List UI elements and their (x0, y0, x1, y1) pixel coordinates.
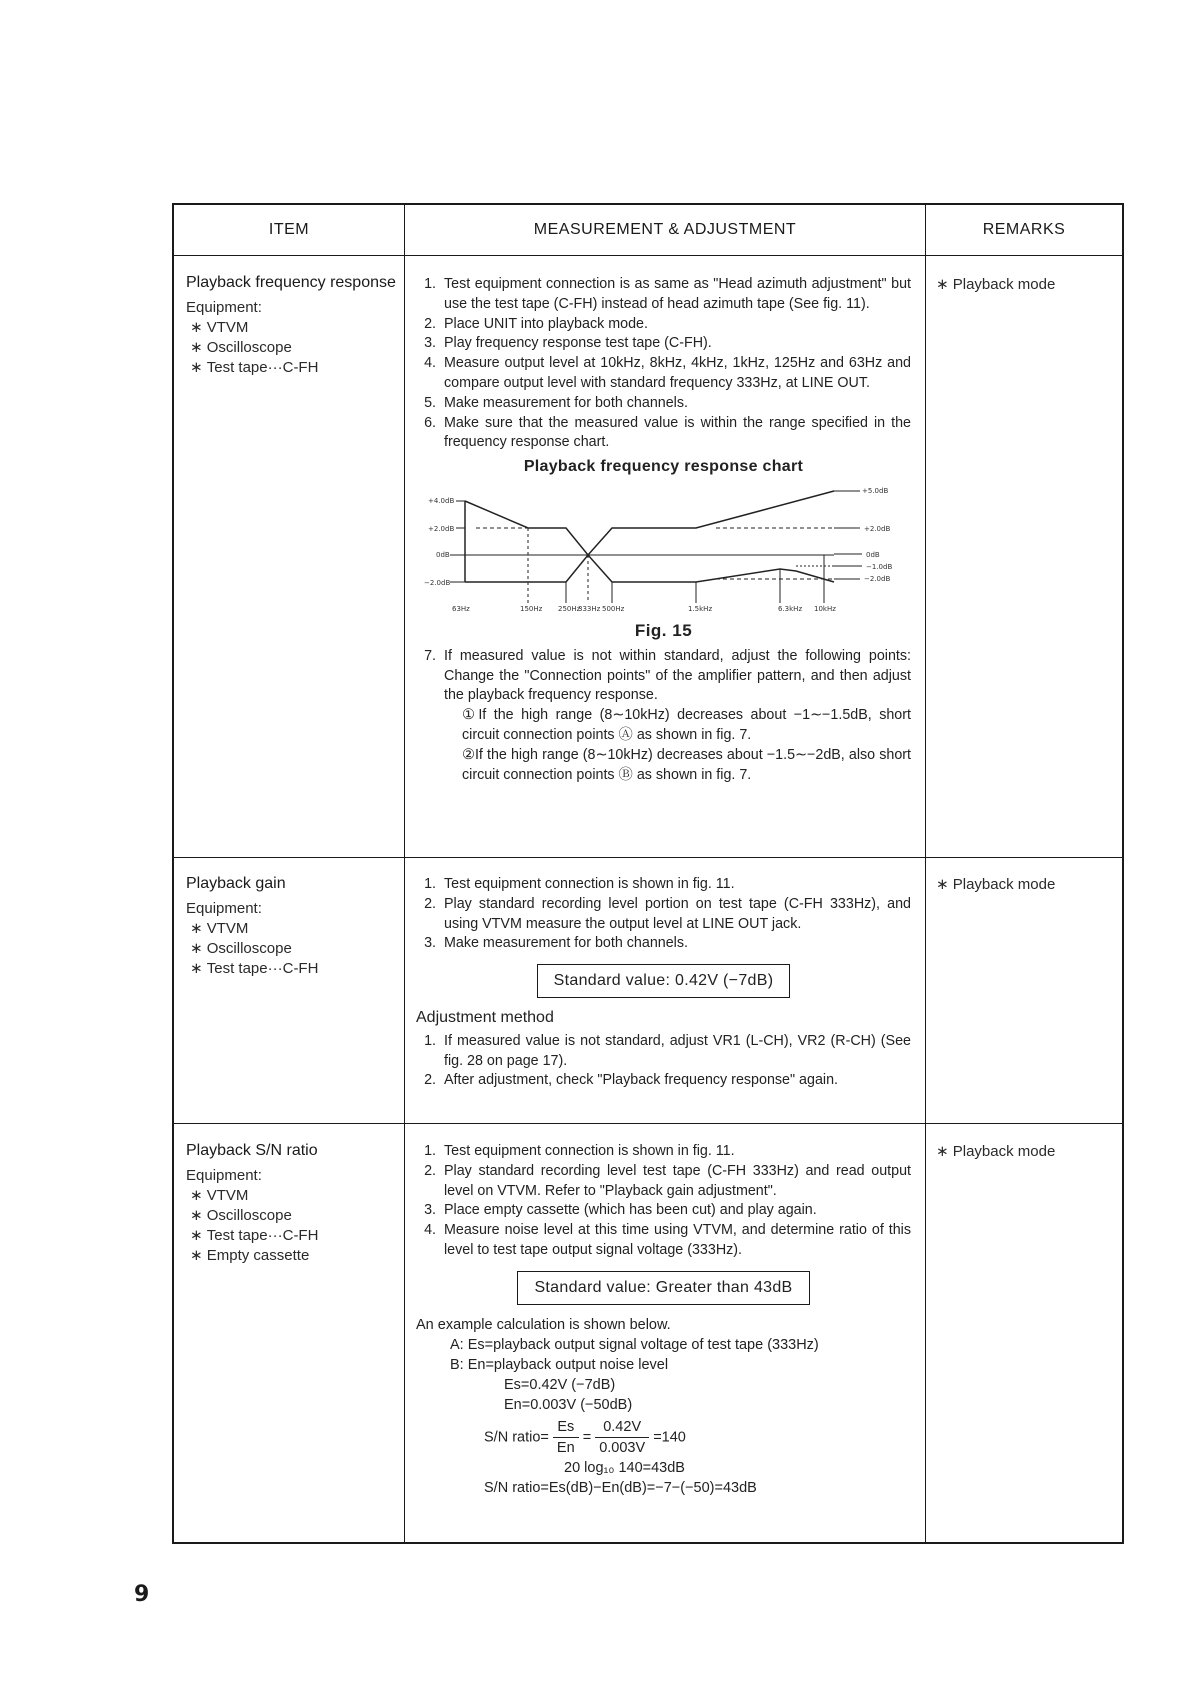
list-item: 5. Make measurement for both channels. (440, 394, 911, 414)
list-item: 2. Play standard recording level portion on test tape (C-FH 333Hz), and using VTVM measure the output level at LINE OUT jack. (440, 895, 911, 935)
list-item: ∗ Test tape···C-FH (190, 1226, 396, 1246)
row3-item (186, 1142, 396, 1266)
list-item: ∗ Empty cassette (190, 1246, 396, 1266)
list-item: ∗ VTVM (190, 318, 396, 338)
row3-item-title: Playback S/N ratio (186, 1142, 318, 1159)
list-item: 3. Make measurement for both channels. (440, 934, 911, 954)
list-item: 4. Measure output level at 10kHz, 8kHz, 4kHz, 1kHz, 125Hz and 63Hz and compare output level with standard frequency 333Hz, at LINE OUT. (440, 354, 911, 394)
column-divider-2 (925, 205, 926, 1542)
eq-sign: = (582, 1428, 592, 1445)
list-item: ∗ VTVM (190, 919, 396, 939)
step7-intro: If measured value is not within standard, adjust the following points: Change the "Connection points" of the amplifier pattern, and then adjust the playback frequency response. (444, 647, 911, 704)
step7-sub-2: ②If the high range (8∼10kHz) decreases about −1.5∼−2dB, also short circuit connection points Ⓑ as shown in fig. 7. (462, 746, 911, 783)
adjustment-table (172, 203, 1124, 1544)
freq-label: 1.5kHz (688, 604, 713, 613)
list-item: 1. Test equipment connection is shown in fig. 11. (440, 1142, 911, 1162)
step7-sub-1: ①If the high range (8∼10kHz) decreases about −1∼−1.5dB, short circuit connection points Ⓐ as shown in fig. 7. (462, 707, 911, 743)
sn-ratio-formula (416, 1417, 911, 1458)
list-item: ∗ Test tape···C-FH (190, 959, 396, 979)
sn-db-line: S/N ratio=Es(dB)−En(dB)=−7−(−50)=43dB (484, 1479, 757, 1496)
list-item: 1. If measured value is not standard, adjust VR1 (L-CH), VR2 (R-CH) (See fig. 28 on page 17). (440, 1032, 911, 1072)
right-label: −2.0dB (864, 574, 891, 583)
en-line: En=0.003V (−50dB) (504, 1396, 633, 1413)
freq-label: 63Hz (452, 604, 470, 613)
column-divider-1 (404, 205, 405, 1542)
left-label: +4.0dB (428, 496, 455, 505)
row2-steps (416, 875, 911, 954)
row3-remark: ∗ Playback mode (936, 1142, 1116, 1160)
list-item: 3. Place empty cassette (which has been cut) and play again. (440, 1201, 911, 1221)
chart-title: Playback frequency response chart (523, 458, 804, 476)
figure-caption: Fig. 15 (634, 620, 693, 640)
row1-item-title: Playback frequency response (186, 274, 396, 291)
es-line: Es=0.42V (−7dB) (504, 1376, 616, 1393)
adjustment-method-heading: Adjustment method (416, 1008, 554, 1026)
calc-b: B: En=playback output noise level (450, 1356, 669, 1373)
freq-label: 150Hz (520, 604, 543, 613)
list-item: ∗ Oscilloscope (190, 338, 396, 358)
freq-label: 6.3kHz (778, 604, 803, 613)
list-item: ∗ Test tape···C-FH (190, 358, 396, 378)
page-number: 9 (134, 1582, 150, 1607)
standard-value-box: Standard value: 0.42V (−7dB) (537, 964, 791, 998)
list-item: 2. Play standard recording level test tape (C-FH 333Hz) and read output level on VTVM. Refer to "Playback gain adjustment". (440, 1162, 911, 1202)
list-item (440, 647, 911, 786)
freq-label: 333Hz (578, 604, 601, 613)
left-label: +2.0dB (428, 524, 455, 533)
row3-steps (416, 1142, 911, 1261)
list-item: ∗ Oscilloscope (190, 1206, 396, 1226)
header-remarks: REMARKS (982, 221, 1066, 238)
log-line: 20 log₁₀ 140=43dB (564, 1459, 685, 1476)
row3-equipment-label: Equipment: (186, 1167, 262, 1184)
frequency-response-chart (416, 481, 911, 619)
list-item: 2. Place UNIT into playback mode. (440, 315, 911, 335)
list-item: 4. Measure noise level at this time using VTVM, and determine ratio of this level to test tape output signal voltage (333Hz). (440, 1221, 911, 1261)
right-label: 0dB (866, 550, 880, 559)
row1-step7 (416, 647, 911, 786)
left-label: 0dB (436, 550, 450, 559)
list-item: 1. Test equipment connection is shown in fig. 11. (440, 875, 911, 895)
header-item: ITEM (268, 221, 310, 238)
row1-equipment-list (186, 318, 396, 378)
freq-label: 250Hz (558, 604, 581, 613)
row1-measurement (416, 275, 911, 785)
right-label: −1.0dB (866, 562, 893, 571)
right-label: +5.0dB (862, 486, 889, 495)
header-divider (174, 255, 1122, 256)
list-item: 1. Test equipment connection is as same as "Head azimuth adjustment" but use the test tape (C-FH) instead of head azimuth tape (See fig. 11). (440, 275, 911, 315)
fraction-values (595, 1417, 649, 1458)
header-measurement: MEASUREMENT & ADJUSTMENT (533, 221, 797, 238)
list-item: 3. Play frequency response test tape (C-FH). (440, 334, 911, 354)
list-item: ∗ VTVM (190, 1186, 396, 1206)
row2-item (186, 875, 396, 979)
row2-equipment-list (186, 919, 396, 979)
row-divider-2 (174, 1123, 1122, 1124)
row2-adjust-steps (416, 1032, 911, 1091)
row3-measurement (416, 1142, 911, 1498)
calc-a: A: Es=playback output signal voltage of test tape (333Hz) (450, 1336, 819, 1353)
fraction-es-en (553, 1417, 579, 1458)
sn-label: S/N ratio= (484, 1428, 549, 1445)
frac1-num: Es (553, 1417, 579, 1438)
left-label: −2.0dB (424, 578, 451, 587)
row1-steps (416, 275, 911, 453)
freq-label: 10kHz (814, 604, 836, 613)
list-item: 6. Make sure that the measured value is within the range specified in the frequency response chart. (440, 414, 911, 454)
frac2-den: 0.003V (599, 1439, 646, 1456)
sn-result: =140 (653, 1428, 686, 1445)
freq-label: 500Hz (602, 604, 625, 613)
row3-equipment-list (186, 1186, 396, 1266)
row2-item-title: Playback gain (186, 875, 286, 892)
row2-equipment-label: Equipment: (186, 900, 262, 917)
frac2-num: 0.42V (595, 1417, 649, 1438)
row2-remark: ∗ Playback mode (936, 875, 1116, 893)
row1-equipment-label: Equipment: (186, 299, 262, 316)
row-divider-1 (174, 857, 1122, 858)
row2-measurement (416, 875, 911, 1091)
standard-value-box: Standard value: Greater than 43dB (517, 1271, 809, 1305)
row1-item (186, 274, 396, 378)
frac1-den: En (556, 1439, 575, 1456)
list-item: ∗ Oscilloscope (190, 939, 396, 959)
example-intro: An example calculation is shown below. (416, 1316, 671, 1333)
row1-remark: ∗ Playback mode (936, 275, 1116, 293)
right-label: +2.0dB (864, 524, 891, 533)
list-item: 2. After adjustment, check "Playback frequency response" again. (440, 1071, 911, 1091)
